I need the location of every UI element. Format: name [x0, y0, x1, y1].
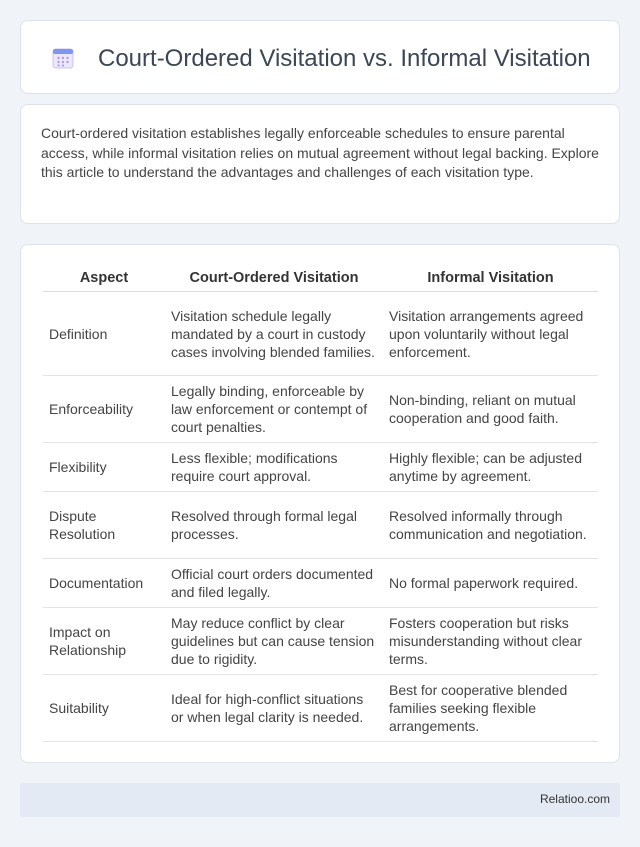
table-row: [43, 608, 598, 675]
page-title: Court-Ordered Visitation vs. Informal Visitation: [98, 45, 591, 72]
column-header-court-ordered: Court-Ordered Visitation: [165, 265, 383, 292]
row-aspect: Impact on Relationship: [43, 608, 165, 675]
row-court-ordered: Official court orders documented and filed legally.: [165, 559, 383, 608]
row-informal: Fosters cooperation but risks misunderstanding without clear terms.: [383, 608, 598, 675]
header-card: [20, 20, 620, 94]
intro-text: Court-ordered visitation establishes legally enforceable schedules to ensure parental access, while informal visitation relies on mutual agreement without legal backing. Explore this article to understand the advantages and challenges of each visitation type.: [41, 125, 599, 180]
row-informal: No formal paperwork required.: [383, 559, 598, 608]
row-court-ordered: Ideal for high-conflict situations or when legal clarity is needed.: [165, 675, 383, 742]
row-aspect: Definition: [43, 292, 165, 376]
row-aspect: Documentation: [43, 559, 165, 608]
row-court-ordered: Less flexible; modifications require court approval.: [165, 443, 383, 492]
table-row: [43, 292, 598, 376]
row-aspect: Suitability: [43, 675, 165, 742]
footer-site-name[interactable]: Relatioo.com: [539, 792, 610, 806]
intro-card: [20, 104, 620, 224]
row-informal: Visitation arrangements agreed upon voluntarily without legal enforcement.: [383, 292, 598, 376]
table-header-row: [43, 265, 598, 292]
row-court-ordered: May reduce conflict by clear guidelines but can cause tension due to rigidity.: [165, 608, 383, 675]
table-row: [43, 492, 598, 559]
row-informal: Resolved informally through communication and negotiation.: [383, 492, 598, 559]
table-row: [43, 443, 598, 492]
row-aspect: Flexibility: [43, 443, 165, 492]
row-informal: Highly flexible; can be adjusted anytime by agreement.: [383, 443, 598, 492]
row-informal: Non-binding, reliant on mutual cooperation and good faith.: [383, 376, 598, 443]
comparison-table: [43, 265, 598, 742]
table-row: [43, 675, 598, 742]
column-header-aspect: Aspect: [43, 265, 165, 292]
row-informal: Best for cooperative blended families seeking flexible arrangements.: [383, 675, 598, 742]
row-court-ordered: Legally binding, enforceable by law enforcement or contempt of court penalties.: [165, 376, 383, 443]
column-header-informal: Informal Visitation: [383, 265, 598, 292]
comparison-table-card: [20, 244, 620, 763]
table-row: [43, 559, 598, 608]
table-row: [43, 376, 598, 443]
calendar-icon: [51, 46, 75, 70]
row-court-ordered: Resolved through formal legal processes.: [165, 492, 383, 559]
row-aspect: Enforceability: [43, 376, 165, 443]
row-court-ordered: Visitation schedule legally mandated by a court in custody cases involving blended families.: [165, 292, 383, 376]
row-aspect: Dispute Resolution: [43, 492, 165, 559]
footer: [20, 783, 620, 817]
